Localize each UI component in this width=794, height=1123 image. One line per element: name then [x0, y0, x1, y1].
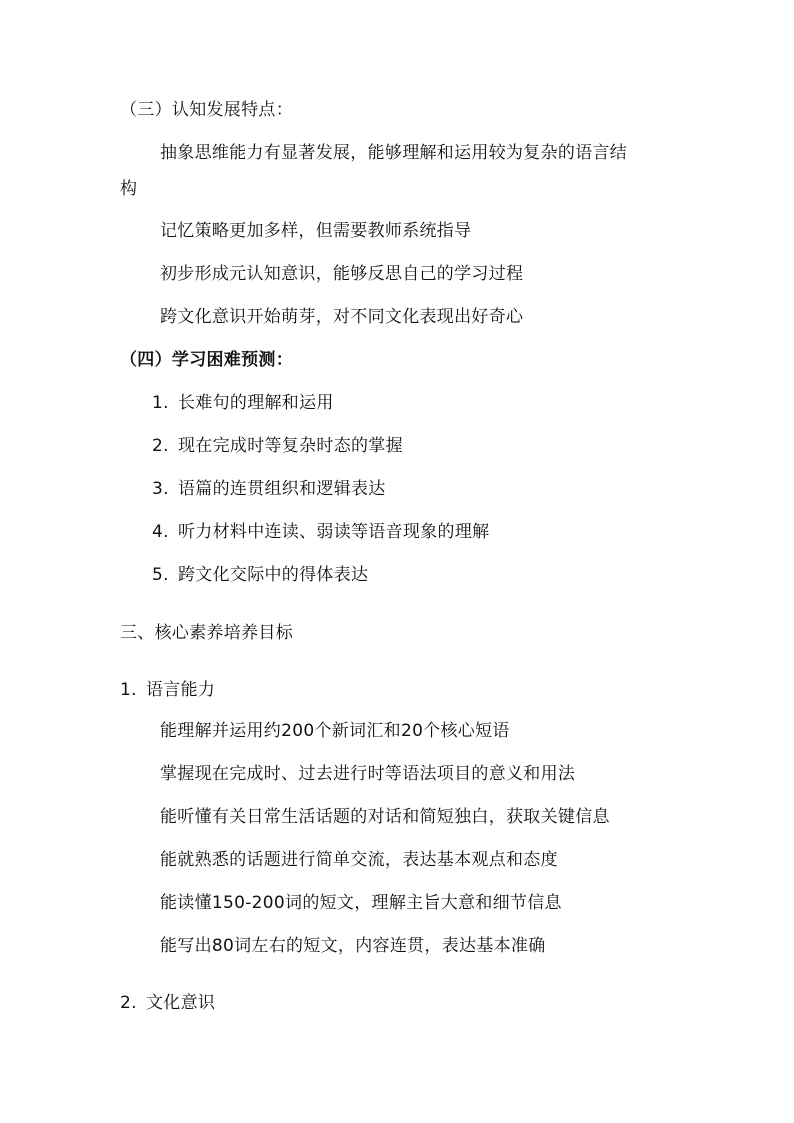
core-sub1-title: 语言能力 [146, 680, 216, 700]
difficulty-item-number: 1. [152, 393, 169, 413]
language-goal-4: 能就熟悉的话题进行简单交流，表达基本观点和态度 [160, 850, 558, 870]
difficulty-item-text: 长难句的理解和运用 [178, 393, 334, 413]
section3-para1-line1: 抽象思维能力有显著发展，能够理解和运用较为复杂的语言结 [160, 143, 628, 163]
language-goal-5: 能读懂150-200词的短文，理解主旨大意和细节信息 [160, 893, 562, 913]
core-sub2-heading [120, 992, 215, 1014]
language-goal-2: 掌握现在完成时、过去进行时等语法项目的意义和用法 [160, 764, 576, 784]
section3-heading: （三）认知发展特点： [120, 100, 293, 120]
difficulty-item-3 [152, 478, 386, 500]
difficulty-item-5 [152, 564, 368, 586]
core-heading: 三、核心素养培养目标 [120, 623, 293, 643]
section4-heading: （四）学习困难预测： [120, 350, 293, 370]
difficulty-item-text: 语篇的连贯组织和逻辑表达 [178, 479, 386, 499]
core-sub1-number: 1. [120, 680, 137, 700]
section3-para2: 记忆策略更加多样，但需要教师系统指导 [160, 221, 472, 241]
language-goal-3: 能听懂有关日常生活话题的对话和简短独白，获取关键信息 [160, 807, 610, 827]
core-sub2-number: 2. [120, 993, 137, 1013]
difficulty-item-text: 跨文化交际中的得体表达 [178, 565, 369, 585]
core-sub2-title: 文化意识 [146, 993, 216, 1013]
section3-para1-line2: 构 [120, 179, 138, 199]
difficulty-item-4 [152, 521, 489, 543]
section3-para4: 跨文化意识开始萌芽，对不同文化表现出好奇心 [160, 307, 524, 327]
difficulty-item-text: 现在完成时等复杂时态的掌握 [178, 436, 403, 456]
difficulty-item-2 [152, 435, 403, 457]
language-goal-6: 能写出80词左右的短文，内容连贯，表达基本准确 [160, 936, 546, 956]
difficulty-item-number: 5. [152, 565, 169, 585]
core-sub1-heading [120, 679, 215, 701]
difficulty-item-text: 听力材料中连读、弱读等语音现象的理解 [178, 522, 490, 542]
difficulty-item-number: 2. [152, 436, 169, 456]
section3-para3: 初步形成元认知意识，能够反思自己的学习过程 [160, 264, 524, 284]
difficulty-item-1 [152, 392, 334, 414]
difficulty-item-number: 3. [152, 479, 169, 499]
language-goal-1: 能理解并运用约200个新词汇和20个核心短语 [160, 721, 510, 741]
difficulty-item-number: 4. [152, 522, 169, 542]
